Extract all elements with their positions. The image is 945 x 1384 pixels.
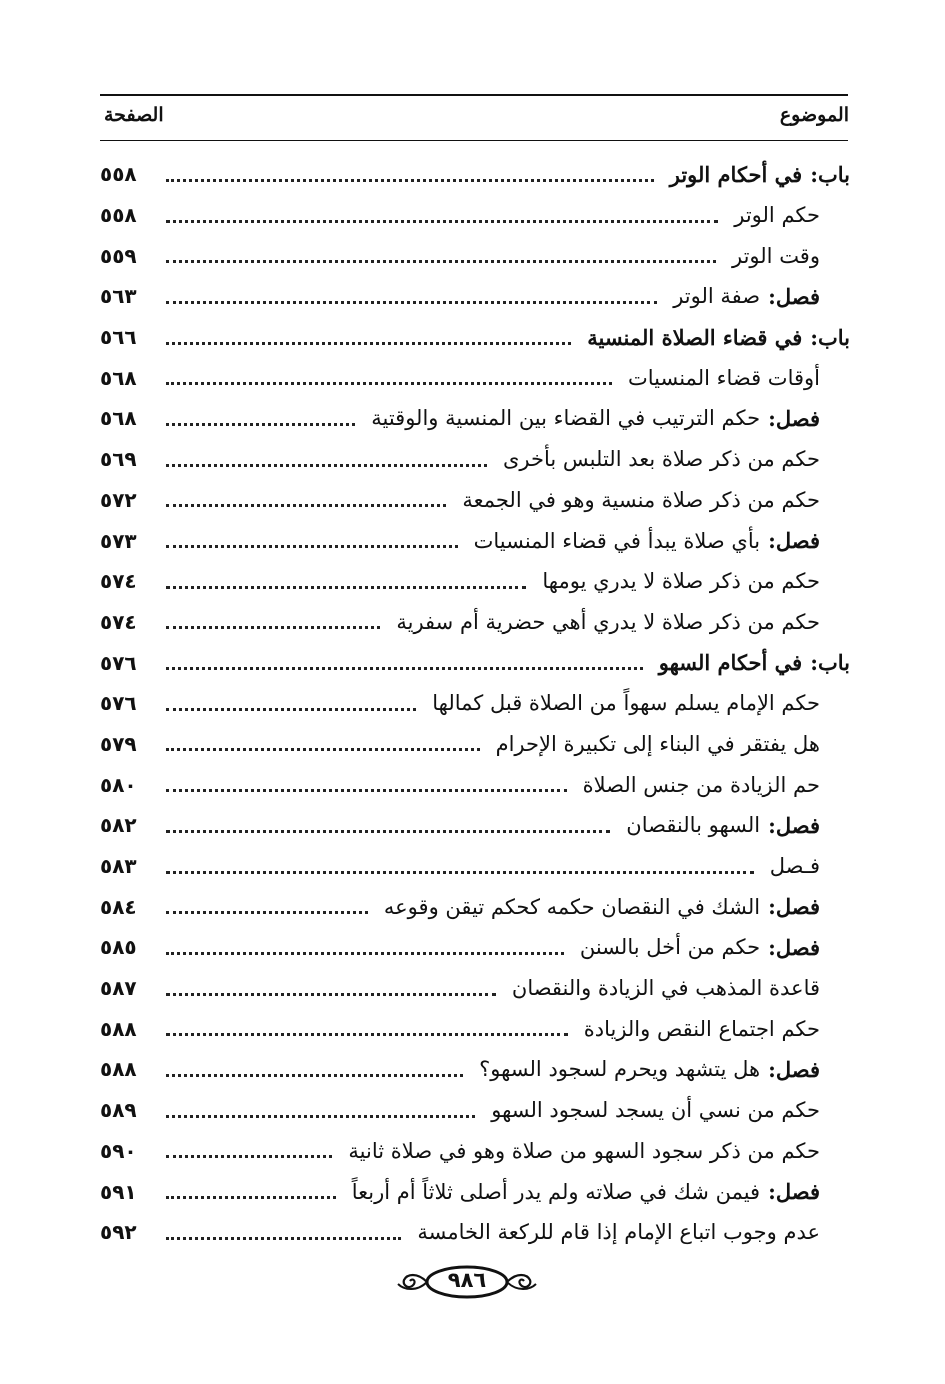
toc-entry-text: حكم اجتماع النقص والزيادة <box>583 1016 820 1041</box>
toc-entry-title <box>407 1220 850 1244</box>
dot-leader <box>166 1033 568 1036</box>
toc-entry-page: ٥٨٤ <box>100 894 137 919</box>
toc-entry-title <box>422 691 850 715</box>
toc-entry-title <box>724 203 850 227</box>
toc-entry-prefix: فصل: <box>768 283 820 309</box>
page-number: ٩٨٦ <box>447 1268 487 1292</box>
toc-entry-text: حكم الإمام يسلم سهواً من الصلاة قبل كمالها <box>432 691 820 716</box>
toc-entry <box>100 561 850 602</box>
dot-leader <box>166 1237 401 1240</box>
toc-entry-page: ٥٨٩ <box>100 1098 137 1123</box>
toc-entry <box>100 195 850 236</box>
dot-leader <box>166 1155 332 1158</box>
toc-entry-page: ٥٧٣ <box>100 528 137 553</box>
toc-entry-page: ٥٩١ <box>100 1179 137 1204</box>
toc-entry-page: ٥٧٤ <box>100 609 137 634</box>
dot-leader <box>166 993 496 996</box>
toc-entry-prefix: فصل: <box>768 1056 820 1082</box>
toc-entry <box>100 154 850 195</box>
dot-leader <box>166 1115 475 1118</box>
toc-entry <box>100 724 850 765</box>
toc-entry <box>100 317 850 358</box>
toc-entry-title <box>374 894 850 919</box>
toc-entry <box>100 1090 850 1131</box>
toc-entry-page: ٥٧٢ <box>100 487 137 512</box>
toc-entry <box>100 1008 850 1049</box>
toc-entry-text: عدم وجوب اتباع الإمام إذا قام للركعة الخامسة <box>417 1220 820 1245</box>
dot-leader <box>166 504 446 507</box>
toc-entry <box>100 846 850 887</box>
toc-entry-prefix: فصل: <box>768 405 820 431</box>
toc-entry-page: ٥٧٩ <box>100 731 137 756</box>
toc-entry-text: هل يتشهد ويحرم لسجود السهو؟ <box>479 1057 761 1082</box>
toc-entry-title <box>649 650 850 675</box>
toc-entry-title <box>532 569 850 593</box>
dot-leader <box>166 423 355 426</box>
toc-entry-title <box>616 813 850 838</box>
toc-entry-title <box>618 366 850 390</box>
toc-entry-prefix: باب: <box>810 161 850 187</box>
dot-leader <box>166 464 487 467</box>
toc-entry-title <box>452 488 850 512</box>
toc-entry-text: حكم الوتر <box>734 203 820 228</box>
page-column-header: الصفحة <box>104 104 164 126</box>
toc-entry-title <box>573 773 850 797</box>
dot-leader <box>166 1196 336 1199</box>
dot-leader <box>166 952 564 955</box>
header-bottom-rule <box>100 140 848 141</box>
toc-entry-page: ٥٨٧ <box>100 976 137 1001</box>
dot-leader <box>166 342 571 345</box>
toc-entry-title <box>577 325 850 350</box>
toc-entry-title <box>481 1098 850 1122</box>
toc-entry-page: ٥٥٩ <box>100 243 137 268</box>
toc-entry-prefix: فصل: <box>768 894 820 920</box>
toc-entry-title <box>570 935 850 960</box>
toc-entry-title <box>361 406 850 431</box>
toc-entry-text: حم الزيادة من جنس الصلاة <box>582 772 820 797</box>
toc-entry-page: ٥٨٠ <box>100 772 137 797</box>
toc-entry <box>100 683 850 724</box>
dot-leader <box>166 1074 463 1077</box>
toc-entry <box>100 398 850 439</box>
dot-leader <box>166 179 654 182</box>
dot-leader <box>166 911 368 914</box>
topic-column-header: الموضوع <box>779 104 849 126</box>
dot-leader <box>166 220 718 223</box>
dot-leader <box>166 830 610 833</box>
toc-entry-title <box>663 284 850 309</box>
toc-entry <box>100 276 850 317</box>
toc-entry-title <box>574 1017 850 1041</box>
toc-entry-text: أوقات قضاء المنسيات <box>627 365 820 390</box>
toc-entry-text: السهو بالنقصان <box>626 813 761 838</box>
toc-entry-page: ٥٦٨ <box>100 365 137 390</box>
toc-entry <box>100 357 850 398</box>
toc-entry-title <box>342 1179 850 1204</box>
toc-entry-text: حكم من ذكر صلاة منسية وهو في الجمعة <box>462 487 820 512</box>
toc-entry <box>100 235 850 276</box>
toc-entry-page: ٥٦٦ <box>100 325 137 350</box>
toc-entry-title <box>660 162 850 187</box>
toc-entry-text: حكم من ذكر صلاة بعد التلبس بأخرى <box>502 447 820 472</box>
toc-entry-text: صفة الوتر <box>673 284 761 309</box>
toc-entry-page: ٥٧٤ <box>100 569 137 594</box>
toc-entry-page: ٥٩٢ <box>100 1220 137 1245</box>
dot-leader <box>166 748 480 751</box>
toc-entry-text: بأي صلاة يبدأ في قضاء المنسيات <box>473 528 761 553</box>
toc-entry <box>100 764 850 805</box>
dot-leader <box>166 586 526 589</box>
toc-entry <box>100 439 850 480</box>
toc-entry-page: ٥٧٦ <box>100 650 137 675</box>
toc-entry-title <box>469 1057 850 1082</box>
toc-entry-text: حكم من أخل بالسنن <box>579 935 761 960</box>
toc-entry-title <box>502 976 850 1000</box>
toc-entry-page: ٥٧٦ <box>100 691 137 716</box>
toc-entry-prefix: فصل: <box>768 812 820 838</box>
toc-entry <box>100 1171 850 1212</box>
toc-entry-text: حكم من ذكر سجود السهو من صلاة وهو في صلاة ثانية <box>348 1138 820 1163</box>
toc-entry-text: في أحكام السهو <box>658 650 803 676</box>
dot-leader <box>166 382 612 385</box>
toc-entry <box>100 968 850 1009</box>
toc-entry-text: قاعدة المذهب في الزيادة والنقصان <box>511 976 820 1001</box>
toc-entry-page: ٥٦٩ <box>100 447 137 472</box>
dot-leader <box>166 708 416 711</box>
toc-entry <box>100 886 850 927</box>
toc-entry <box>100 480 850 521</box>
toc-entry-title <box>338 1139 850 1163</box>
toc-entry-text: في أحكام الوتر <box>669 161 803 187</box>
toc-entry-page: ٥٦٣ <box>100 284 137 309</box>
toc-entry-page: ٥٩٠ <box>100 1138 137 1163</box>
toc-entry <box>100 520 850 561</box>
toc-entry <box>100 602 850 643</box>
toc-entry <box>100 1049 850 1090</box>
toc-entry-title <box>386 610 850 634</box>
toc-entry <box>100 1131 850 1172</box>
toc-entry-title <box>486 732 850 756</box>
toc-entry-text: حكم من نسي أن يسجد لسجود السهو <box>491 1098 820 1123</box>
toc-entry-text: الشك في النقصان حكمه كحكم تيقن وقوعه <box>383 894 761 919</box>
toc-entry-page: ٥٨٣ <box>100 854 137 879</box>
dot-leader <box>166 545 458 548</box>
toc-entry-prefix: فصل: <box>768 934 820 960</box>
toc-entry-page: ٥٥٨ <box>100 203 137 228</box>
toc-entry-page: ٥٥٨ <box>100 162 137 187</box>
dot-leader <box>166 301 657 304</box>
dot-leader <box>166 260 716 263</box>
dot-leader <box>166 789 567 792</box>
toc-entry-page: ٥٨٥ <box>100 935 137 960</box>
toc-entry-text: حكم الترتيب في القضاء بين المنسية والوقتية <box>371 406 761 431</box>
toc-entry-title <box>760 854 850 878</box>
dot-leader <box>166 871 754 874</box>
dot-leader <box>166 667 643 670</box>
toc-entry-text: فيمن شك في صلاته ولم يدر أصلى ثلاثاً أم أربعاً <box>351 1179 761 1204</box>
toc-entry-prefix: باب: <box>810 650 850 676</box>
toc-entry-text: في قضاء الصلاة المنسية <box>587 324 803 350</box>
toc-entry-prefix: فصل: <box>768 1179 820 1205</box>
toc-list <box>100 154 850 1253</box>
toc-entry <box>100 805 850 846</box>
toc-entry-prefix: فصل: <box>768 528 820 554</box>
toc-entry <box>100 1212 850 1253</box>
toc-entry-title <box>722 244 850 268</box>
toc-entry <box>100 927 850 968</box>
toc-entry-page: ٥٨٨ <box>100 1016 137 1041</box>
toc-entry-text: حكم من ذكر صلاة لا يدري أهي حضرية أم سفرية <box>396 609 820 634</box>
toc-entry-text: حكم من ذكر صلاة لا يدري يومها <box>542 569 820 594</box>
toc-entry-prefix: باب: <box>810 324 850 350</box>
toc-entry-text: وقت الوتر <box>732 243 820 268</box>
toc-entry-page: ٥٨٨ <box>100 1057 137 1082</box>
page-number-ornament <box>392 1262 542 1302</box>
dot-leader <box>166 626 380 629</box>
toc-entry-title <box>493 447 850 471</box>
toc-entry-text: هل يفتقر في البناء إلى تكبيرة الإحرام <box>495 731 820 756</box>
toc-entry-title <box>464 528 850 553</box>
toc-entry-page: ٥٨٢ <box>100 813 137 838</box>
toc-entry-text: فـصل <box>769 854 820 879</box>
toc-entry-page: ٥٦٨ <box>100 406 137 431</box>
toc-entry <box>100 642 850 683</box>
header-top-rule <box>100 94 848 96</box>
